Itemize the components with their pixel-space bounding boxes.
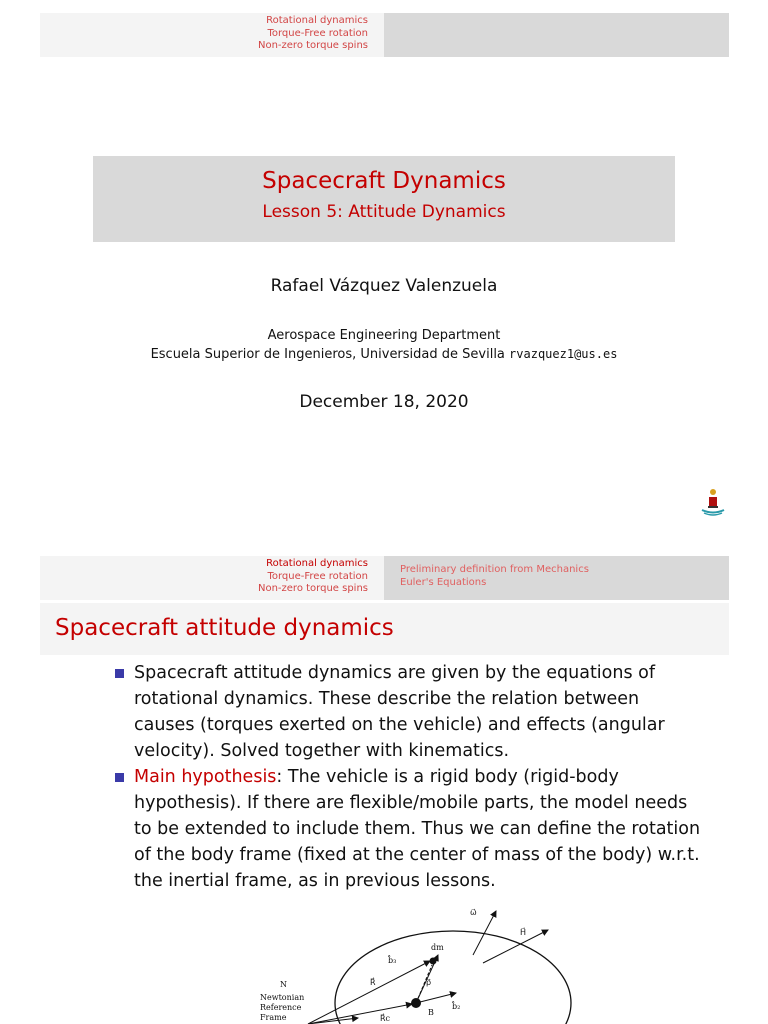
B-label: B — [428, 1008, 434, 1017]
b2-axis — [416, 993, 456, 1003]
slide1-section-nav — [40, 13, 384, 57]
presentation-subtitle: Lesson 5: Attitude Dynamics — [262, 202, 506, 222]
rho-label: ρ⃗ — [426, 978, 432, 987]
R-vector — [308, 961, 430, 1024]
nav-item-nonzero-torque-spins[interactable]: Non-zero torque spins — [257, 583, 368, 595]
presentation-title: Spacecraft Dynamics — [262, 168, 506, 194]
nav-subitem-eulers-equations[interactable]: Euler's Equations — [400, 576, 487, 588]
list-item — [115, 764, 705, 894]
institution-line — [0, 345, 768, 364]
bullet-square-icon — [115, 669, 124, 678]
Rc-label: R⃗c — [380, 1014, 391, 1023]
nav-item-torque-free-rotation[interactable]: Torque-Free rotation — [267, 570, 368, 582]
mass-element-dot — [430, 958, 437, 965]
nav-subitem-preliminary-definition[interactable]: Preliminary definition from Mechanics — [400, 564, 589, 575]
nav-item-torque-free-rotation[interactable]: Torque-Free rotation — [267, 27, 368, 39]
b3-label: b̂₃ — [388, 956, 397, 965]
affiliation — [0, 327, 768, 364]
N-label: N — [280, 980, 287, 989]
center-of-mass-dot — [411, 998, 421, 1008]
omega-vector — [473, 911, 496, 955]
rigid-body-diagram — [258, 903, 578, 1024]
university-logo-icon — [700, 488, 726, 516]
R-label: R⃗ — [370, 978, 376, 987]
slide2-subsection-nav — [384, 556, 729, 600]
bullet-square-icon — [115, 773, 124, 782]
nav-item-rotational-dynamics[interactable]: Rotational dynamics — [266, 558, 368, 569]
slide1-subsection-nav — [384, 13, 729, 57]
bullet-text: : The vehicle is a rigid body (rigid-body hypothesis). If there are flexible/mobile parts, the model needs to be extended to include them. Thus we can define the rotation of the body frame (fixed at the center of mass of the body) w.r.t. the inertial frame, as in previous lessons. — [134, 767, 701, 891]
frame-title: Spacecraft attitude dynamics — [40, 603, 729, 655]
bullet-list — [115, 660, 705, 894]
presentation-date: December 18, 2020 — [299, 392, 469, 412]
department: Aerospace Engineering Department — [267, 328, 501, 343]
slide2-section-nav — [40, 556, 384, 600]
dm-label: dm — [431, 943, 444, 952]
omega-label: ω⃗ — [470, 908, 477, 917]
newtonian-label-line3: Frame — [260, 1013, 287, 1022]
nav-item-rotational-dynamics[interactable]: Rotational dynamics — [266, 15, 368, 26]
institution: Escuela Superior de Ingenieros, Universidad de Sevilla — [150, 347, 505, 362]
email-address[interactable]: rvazquez1@us.es — [509, 347, 618, 361]
Rc-vector — [308, 1004, 412, 1024]
author-name: Rafael Vázquez Valenzuela — [270, 276, 498, 296]
list-item — [115, 660, 705, 764]
main-hypothesis-label: Main hypothesis — [134, 767, 277, 787]
newtonian-label-line1: Newtonian — [260, 993, 305, 1002]
b2-label: b̂₂ — [452, 1002, 461, 1011]
title-box — [93, 156, 675, 242]
nav-item-nonzero-torque-spins[interactable]: Non-zero torque spins — [257, 40, 368, 52]
bullet-text: Spacecraft attitude dynamics are given by the equations of rotational dynamics. These describe the relation between causes (torques exerted on the vehicle) and effects (angular velocity). Solved together with kinematics. — [134, 663, 665, 761]
newtonian-label-line2: Reference — [260, 1003, 302, 1012]
H-label: H⃗ — [520, 928, 527, 937]
